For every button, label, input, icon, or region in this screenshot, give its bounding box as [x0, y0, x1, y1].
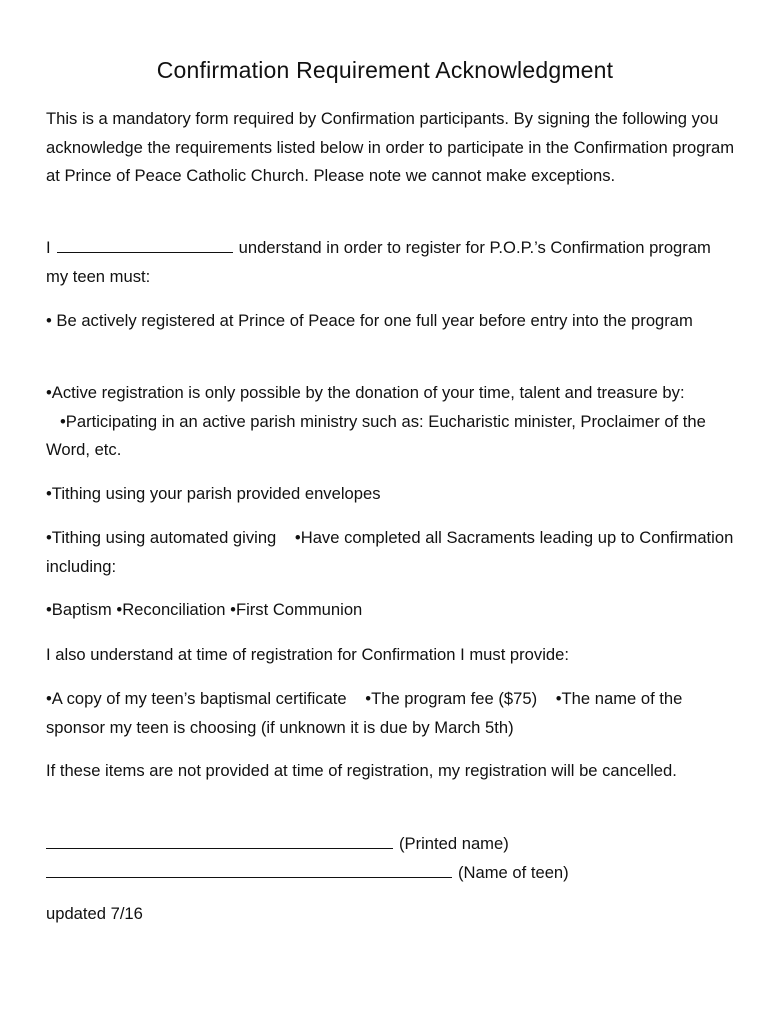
- provide-intro: I also understand at time of registration for Confirmation I must provide:: [46, 645, 569, 664]
- requirement-automated-sacraments: [46, 524, 736, 581]
- sacraments-text: •Have completed all Sacraments leading up to Confirmation including:: [46, 528, 734, 576]
- provide-sponsor: •The name of the sponsor my teen is choosing (if unknown it is due by March 5th): [46, 689, 683, 737]
- printed-name-line: [46, 830, 736, 859]
- provide-certificate: •A copy of my teen’s baptismal certificate: [46, 689, 347, 708]
- sacrament-communion: •First Communion: [230, 600, 363, 619]
- ministry-text: •Participating in an active parish ministry such as: Eucharistic minister, Proclaimer of the Word, etc.: [46, 411, 706, 459]
- teen-name-label: (Name of teen): [458, 863, 569, 882]
- teen-name-line: [46, 859, 736, 888]
- sacrament-reconciliation: •Reconciliation: [116, 600, 226, 619]
- sacraments-list: [46, 596, 736, 625]
- intro-paragraph: This is a mandatory form required by Confirmation participants. By signing the following you acknowledge the requirements listed below in order to participate in the Confirmation program at Prince of Peace Catholic Church. Please note we cannot make exceptions.: [46, 109, 735, 185]
- document-title: Confirmation Requirement Acknowledgment: [156, 57, 614, 83]
- printed-name-blank[interactable]: [46, 830, 393, 849]
- understand-paragraph: [46, 234, 736, 291]
- requirement-envelopes: •Tithing using your parish provided envelopes: [46, 484, 381, 503]
- understand-text: understand in order to register for P.O.P.’s Confirmation program my teen must:: [46, 238, 711, 286]
- sacrament-baptism: •Baptism: [46, 600, 112, 619]
- requirement-registered: • Be actively registered at Prince of Peace for one full year before entry into the program: [46, 311, 693, 330]
- understand-prefix: I: [46, 238, 51, 257]
- teen-name-blank[interactable]: [46, 859, 452, 878]
- updated-date: updated 7/16: [46, 904, 143, 923]
- printed-name-label: (Printed name): [399, 834, 509, 853]
- automated-giving-text: •Tithing using automated giving: [46, 528, 277, 547]
- provide-fee: •The program fee ($75): [365, 689, 538, 708]
- provide-items: [46, 685, 736, 742]
- requirement-active-registration: [46, 379, 736, 465]
- cancel-notice: If these items are not provided at time of registration, my registration will be cancelled.: [46, 761, 677, 780]
- active-registration-text: •Active registration is only possible by the donation of your time, talent and treasure by:: [46, 383, 685, 402]
- parent-name-blank[interactable]: [57, 234, 233, 253]
